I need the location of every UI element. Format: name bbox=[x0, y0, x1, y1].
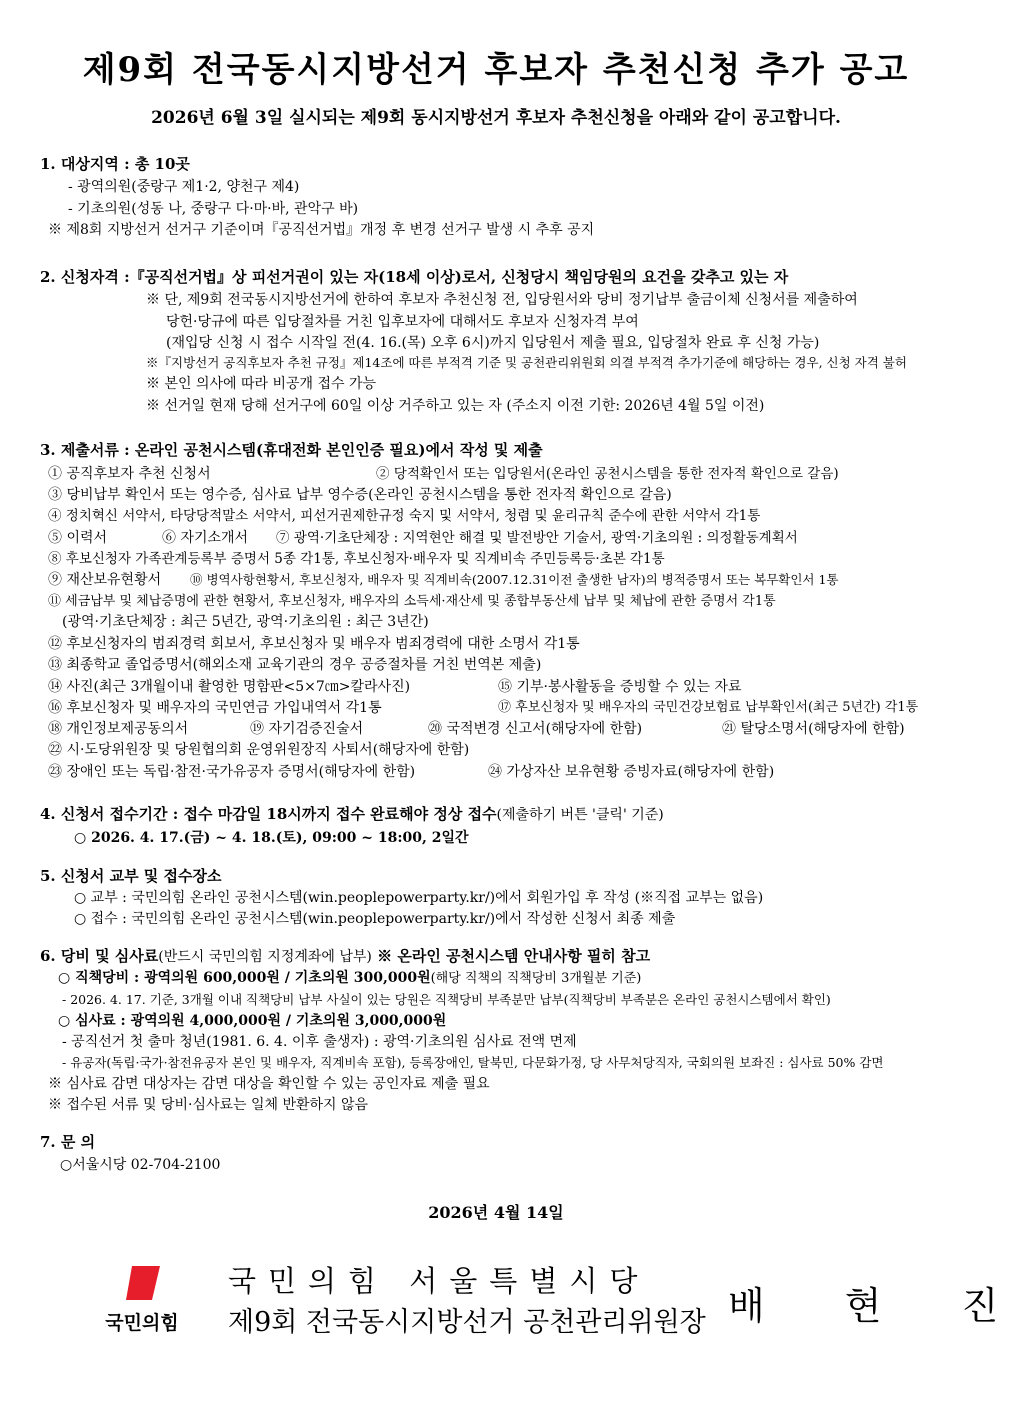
section-heading-tail: ※ 온라인 공천시스템 안내사항 필히 참고 bbox=[377, 947, 651, 965]
document-item: ⑫ 후보신청자의 범죄경력 회보서, 후보신청자 및 배우자 범죄경력에 대한 소명서 각1통 bbox=[48, 636, 580, 652]
section-line: - 공직선거 첫 출마 청년(1981. 6. 4. 이후 출생자) : 광역·기초의원 심사료 전액 면제 bbox=[62, 1034, 577, 1050]
party-logo-text: 국민의힘 bbox=[105, 1312, 179, 1334]
notice-subtitle: 2026년 6월 3일 실시되는 제9회 동시지방선거 후보자 추천신청을 아래와 같이 공고합니다. bbox=[151, 108, 841, 128]
section-line: ※ 접수된 서류 및 당비·심사료는 일체 반환하지 않음 bbox=[48, 1097, 369, 1113]
section-line: - 2026. 4. 17. 기준, 3개월 이내 직책당비 납부 사실이 있는 당원은 직책당비 부족분만 납부(직책당비 부족분은 온라인 공천시스템에서 확인) bbox=[62, 992, 831, 1007]
document-item: ⑥ 자기소개서 bbox=[162, 530, 249, 546]
document-item: ⑳ 국적변경 신고서(해당자에 한함) bbox=[428, 721, 643, 737]
section-heading-text: 4. 신청서 접수기간 : 접수 마감일 18시까지 접수 완료해야 정상 접수 bbox=[40, 805, 497, 823]
section-line: ○ 접수 : 국민의힘 온라인 공천시스템(win.peoplepowerparty.kr/)에서 작성한 신청서 최종 제출 bbox=[74, 911, 676, 927]
fee-line: ○ 직책당비 : 광역의원 600,000원 / 기초의원 300,000원 bbox=[58, 970, 431, 986]
document-item: ⑰ 후보신청자 및 배우자의 국민건강보험료 납부확인서(최근 5년간) 각1통 bbox=[498, 700, 919, 715]
document-item: ⑮ 기부·봉사활동을 증빙할 수 있는 자료 bbox=[498, 679, 742, 695]
section-heading: 1. 대상지역 : 총 10곳 bbox=[40, 155, 190, 173]
section-heading-note: (반드시 국민의힘 지정계좌에 납부) bbox=[158, 949, 372, 965]
document-item: ⑪ 세금납부 및 체납증명에 관한 현황서, 후보신청자, 배우자의 소득세·재산세 및 종합부동산세 납부 및 체납에 관한 증명서 각1통 bbox=[48, 594, 776, 609]
document-item: ⑨ 재산보유현황서 bbox=[48, 572, 162, 588]
party-logo-mark bbox=[122, 1262, 164, 1304]
document-item: ㉑ 탈당소명서(해당자에 한함) bbox=[722, 721, 905, 737]
section-line: - 기초의원(성동 나, 중랑구 다·마·바, 관악구 바) bbox=[68, 201, 359, 217]
section-heading: 7. 문 의 bbox=[40, 1133, 96, 1151]
section-line: ※ 심사료 감면 대상자는 감면 대상을 확인할 수 있는 공인자료 제출 필요 bbox=[48, 1076, 490, 1092]
notice-title: 제9회 전국동시지방선거 후보자 추천신청 추가 공고 bbox=[82, 50, 910, 90]
signature-org: 국민의힘 서울특별시당 bbox=[228, 1264, 650, 1298]
document-item: ⑦ 광역·기초단체장 : 지역현안 해결 및 발전방안 기술서, 광역·기초의원 : 의정활동계획서 bbox=[276, 530, 798, 546]
document-item: ⑤ 이력서 bbox=[48, 530, 108, 546]
contact-line: ○서울시당 02-704-2100 bbox=[60, 1157, 221, 1173]
document-item: ⑯ 후보신청자 및 배우자의 국민연금 가입내역서 각1통 bbox=[48, 700, 382, 716]
document-item: ⑩ 병역사항현황서, 후보신청자, 배우자 및 직계비속(2007.12.31이전 출생한 남자)의 병적증명서 또는 복무확인서 1통 bbox=[190, 572, 839, 587]
section-line: ○ 심사료 : 광역의원 4,000,000원 / 기초의원 3,000,000원 bbox=[58, 1013, 447, 1029]
section-heading: 3. 제출서류 : 온라인 공천시스템(휴대전화 본인인증 필요)에서 작성 및 제출 bbox=[40, 441, 543, 459]
section-heading: 2. 신청자격 :『공직선거법』상 피선거권이 있는 자(18세 이상)로서, 신청당시 책임당원의 요건을 갖추고 있는 자 bbox=[40, 268, 789, 286]
section-line: ○ 교부 : 국민의힘 온라인 공천시스템(win.peoplepowerparty.kr/)에서 회원가입 후 작성 (※직접 교부는 없음) bbox=[74, 890, 764, 906]
section-heading bbox=[40, 946, 650, 967]
section-line: 당헌·당규에 따른 입당절차를 거친 입후보자에 대해서도 후보자 신청자격 부여 bbox=[166, 314, 639, 330]
section-line bbox=[58, 968, 641, 989]
notice-date: 2026년 4월 14일 bbox=[428, 1203, 564, 1222]
section-heading: 5. 신청서 교부 및 접수장소 bbox=[40, 867, 222, 885]
fee-note: (해당 직책의 직책당비 3개월분 기준) bbox=[430, 971, 642, 986]
section-line: (재입당 신청 시 접수 시작일 전(4. 16.(목) 오후 6시)까지 입당원서 제출 필요, 입당절차 완료 후 신청 가능) bbox=[166, 335, 820, 351]
document-item: ④ 정치혁신 서약서, 타당당적말소 서약서, 피선거권제한규정 숙지 및 서약서, 청렴 및 윤리규칙 준수에 관한 서약서 각1통 bbox=[48, 508, 761, 524]
section-heading-text: 6. 당비 및 심사료 bbox=[40, 947, 159, 965]
document-item: ① 공직후보자 추천 신청서 bbox=[48, 466, 211, 482]
section-line: ※ 단, 제9회 전국동시지방선거에 한하여 후보자 추천신청 전, 입당원서와 당비 정기납부 출금이체 신청서를 제출하여 bbox=[146, 292, 858, 308]
section-heading-note: (제출하기 버튼 '클릭' 기준) bbox=[496, 807, 664, 823]
section-heading bbox=[40, 804, 664, 825]
document-item: ㉒ 시·도당위원장 및 당원협의회 운영위원장직 사퇴서(해당자에 한함) bbox=[48, 742, 470, 758]
section-line: ※ 제8회 지방선거 선거구 기준이며『공직선거법』개정 후 변경 선거구 발생 시 추후 공지 bbox=[48, 222, 595, 238]
document-item: ⑭ 사진(최근 3개월이내 촬영한 명함판<5×7㎝>칼라사진) bbox=[48, 679, 411, 695]
document-item: ⑱ 개인정보제공동의서 bbox=[48, 721, 189, 737]
document-item: ⑧ 후보신청자 가족관계등록부 증명서 5종 각1통, 후보신청자·배우자 및 직계비속 주민등록등·초본 각1통 bbox=[48, 551, 665, 567]
document-item: ㉔ 가상자산 보유현황 증빙자료(해당자에 한함) bbox=[488, 764, 775, 780]
section-line: - 광역의원(중랑구 제1·2, 양천구 제4) bbox=[68, 179, 300, 195]
document-item: (광역·기초단체장 : 최근 5년간, 광역·기초의원 : 최근 3년간) bbox=[62, 614, 429, 630]
document-item: ㉓ 장애인 또는 독립·참전·국가유공자 증명서(해당자에 한함) bbox=[48, 764, 416, 780]
signature-role: 제9회 전국동시지방선거 공천관리위원장 bbox=[228, 1307, 706, 1338]
section-line: ○ 2026. 4. 17.(금) ~ 4. 18.(토), 09:00 ~ 18:00, 2일간 bbox=[74, 830, 469, 846]
signature-name: 배 현 진 bbox=[728, 1284, 1032, 1328]
section-line: ※ 본인 의사에 따라 비공개 접수 가능 bbox=[146, 376, 377, 392]
section-line: ※ 선거일 현재 당해 선거구에 60일 이상 거주하고 있는 자 (주소지 이전 기한: 2026년 4월 5일 이전) bbox=[146, 398, 765, 414]
document-item: ② 당적확인서 또는 입당원서(온라인 공천시스템을 통한 전자적 확인으로 갈음) bbox=[376, 466, 839, 482]
section-line: ※『지방선거 공직후보자 추천 규정』제14조에 따른 부적격 기준 및 공천관리위원회 의결 부적격 추가기준에 해당하는 경우, 신청 자격 불허 bbox=[146, 355, 907, 370]
document-item: ⑬ 최종학교 졸업증명서(해외소재 교육기관의 경우 공증절차를 거친 번역본 제출) bbox=[48, 657, 542, 673]
section-line: - 유공자(독립·국가·참전유공자 본인 및 배우자, 직계비속 포함), 등록장애인, 탈북민, 다문화가정, 당 사무처당직자, 국회의원 보좌진 : 심사료 50% 감면 bbox=[62, 1055, 884, 1070]
document-item: ⑲ 자기검증진술서 bbox=[250, 721, 364, 737]
document-item: ③ 당비납부 확인서 또는 영수증, 심사료 납부 영수증(온라인 공천시스템을 통한 전자적 확인으로 갈음) bbox=[48, 487, 672, 503]
